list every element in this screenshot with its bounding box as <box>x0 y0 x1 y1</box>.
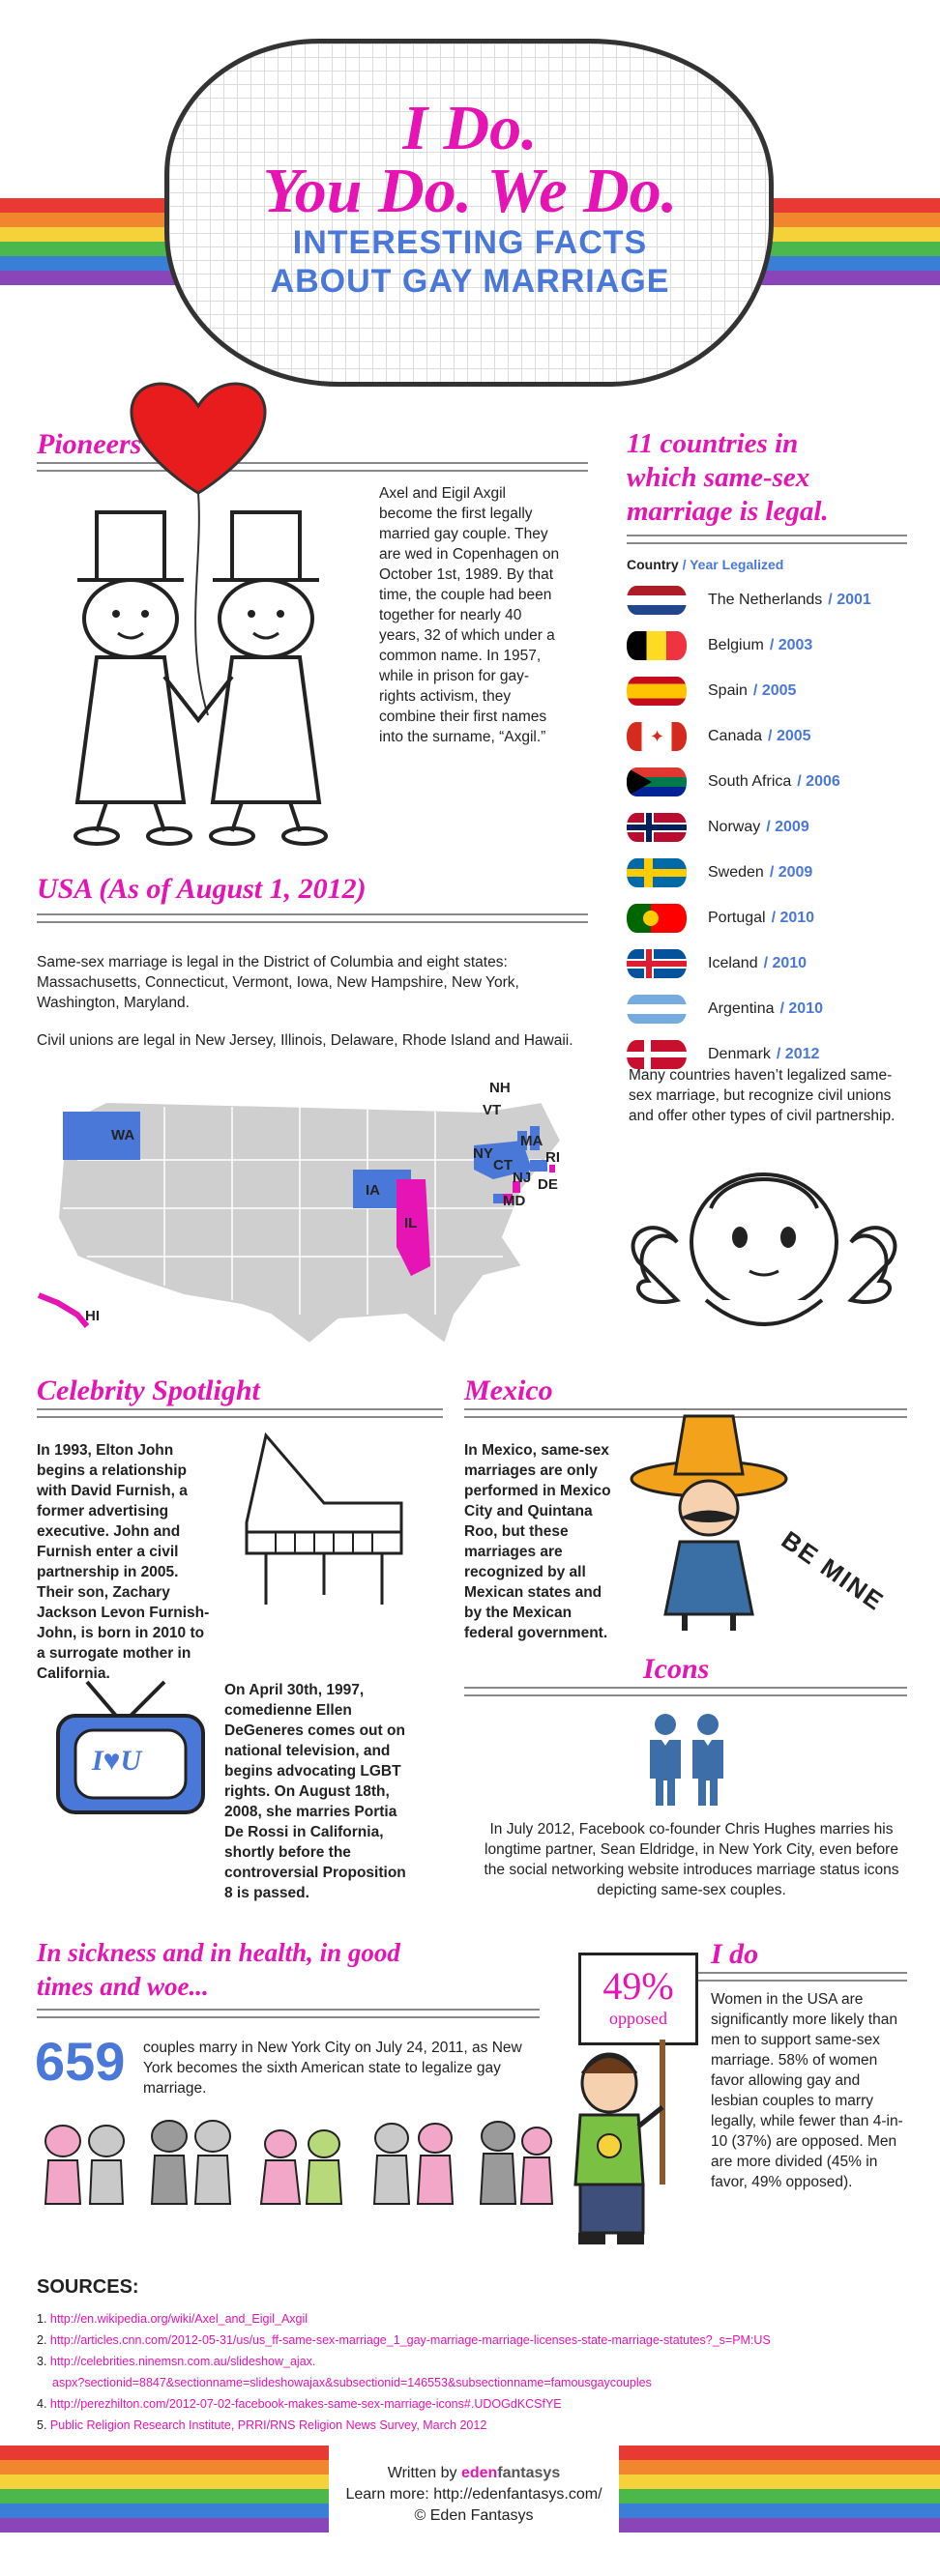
countries-title-3: marriage is legal. <box>627 496 829 527</box>
col-country: Country <box>627 557 679 572</box>
country-row-argentina <box>627 991 823 1028</box>
country-year: / 2003 <box>769 637 813 653</box>
country-name: Portugal <box>708 910 766 926</box>
source-link[interactable]: http://perezhilton.com/2012-07-02-facebook-makes-same-sex-marriage-icons#.UDOGdKCSfYE <box>49 2397 562 2411</box>
country-year: / 2006 <box>797 773 840 790</box>
ido-title: I do <box>711 1938 759 1970</box>
written-by-label: Written by <box>387 2465 457 2481</box>
usa-paragraph-1: Same-sex marriage is legal in the District of Columbia and eight states: Massachusetts, Connecticut, Vermont, Iowa, New Hampshire, New York, Washington, Maryland. <box>37 954 519 1011</box>
source-link[interactable]: http://celebrities.ninemsn.com.au/slideshow_ajax. <box>49 2355 316 2368</box>
brand-logo <box>461 2465 560 2481</box>
source-link[interactable]: http://articles.cnn.com/2012-05-31/us/us_ff-same-sex-marriage_1_gay-marriage-marriage-licenses-state-marriage-statutes?_s=PM:US <box>49 2333 771 2347</box>
usa-rule <box>37 913 588 923</box>
footer-learn-more[interactable]: Learn more: http://edenfantasys.com/ <box>345 2486 602 2503</box>
subtitle-line-2: ABOUT GAY MARRIAGE <box>270 263 670 300</box>
state-label-hi: HI <box>85 1308 100 1324</box>
state-label-ri: RI <box>545 1149 560 1166</box>
state-label-wa: WA <box>111 1127 135 1143</box>
spain-flag-icon <box>627 677 687 706</box>
state-label-ct: CT <box>493 1157 513 1173</box>
country-year: / 2010 <box>771 910 815 926</box>
countries-rule <box>627 535 907 544</box>
pioneers-title: Pioneers <box>37 428 142 460</box>
country-year: / 2005 <box>752 682 797 699</box>
mexico-title: Mexico <box>464 1375 553 1406</box>
source-link[interactable]: http://en.wikipedia.org/wiki/Axel_and_Eigil_Axgil <box>49 2312 308 2326</box>
country-row-canada <box>627 718 811 755</box>
rainbow-stripes-right-bottom <box>619 2446 940 2533</box>
grooms-illustration <box>39 348 358 851</box>
source-num: 2. <box>37 2333 47 2347</box>
state-label-vt: VT <box>483 1102 502 1118</box>
state-label-ny: NY <box>473 1145 493 1162</box>
tv-screen-text: I♥U <box>92 1745 142 1777</box>
source-num: 4. <box>37 2397 47 2411</box>
grooms-icon <box>638 1711 735 1808</box>
celebrity-text-1: In 1993, Elton John begins a relationship with David Furnish, a former advertising executive. John and Furnish enter a civil partnership in 2005. Their son, Zachary Jackson Levon Furnish-John, is born in 2010 to a surrogate mother in California. <box>37 1442 210 1682</box>
country-name: Sweden <box>708 864 764 881</box>
country-name: Spain <box>708 682 748 699</box>
icons-text: In July 2012, Facebook co-founder Chris Hughes marries his longtime partner, Sean Eldridge, in New York City, even before the social networking website introduces marriage status icons depicting same-sex couples. <box>484 1821 899 1898</box>
source-num: 5. <box>37 2418 47 2432</box>
country-name: South Africa <box>708 773 792 790</box>
source-4 <box>37 2397 562 2411</box>
argentina-flag-icon <box>627 995 687 1024</box>
mexico-text: In Mexico, same-sex marriages are only performed in Mexico City and Quintana Roo, but these marriages are recognized by all Mexican states and by the Mexican federal government. <box>464 1442 611 1641</box>
piano-illustration <box>218 1426 421 1619</box>
sign-label: opposed <box>609 2009 667 2028</box>
source-2 <box>37 2333 771 2347</box>
couples-count: 659 <box>35 2031 126 2092</box>
be-mine-sign: BE MINE <box>776 1524 891 1617</box>
country-name: Norway <box>708 819 761 835</box>
sources-title: SOURCES: <box>37 2276 139 2298</box>
country-row-iceland <box>627 945 807 982</box>
wedding-couples-illustration <box>34 2107 556 2214</box>
state-label-nj: NJ <box>513 1170 532 1186</box>
icons-rule <box>464 1687 907 1696</box>
country-row-south-africa <box>627 764 840 800</box>
sickness-title-2: times and woe... <box>37 1972 209 2001</box>
celebrity-text-2: On April 30th, 1997, comedienne Ellen DeGeneres comes out on national television, and begins advocating LGBT rights. On August 18th, 2008, she marries Portia De Rossi in California, shortly before the controversial Proposition 8 is passed. <box>224 1682 406 1901</box>
country-name: Canada <box>708 728 763 744</box>
source-num: 3. <box>37 2355 47 2368</box>
celebrity-title: Celebrity Spotlight <box>37 1375 260 1406</box>
sickness-title-1: In sickness and in health, in good <box>37 1938 400 1967</box>
country-name: Argentina <box>708 1000 775 1017</box>
south-africa-flag-icon <box>627 767 687 796</box>
title-line-1: I Do. <box>402 93 538 163</box>
sickness-text: couples marry in New York City on July 24, 2011, as New York becomes the sixth American state to legalize gay marriage. <box>143 2040 522 2097</box>
protester-illustration <box>542 2040 706 2252</box>
mexican-man-illustration <box>627 1406 791 1638</box>
country-row-portugal <box>627 900 814 937</box>
state-label-ma: MA <box>520 1133 543 1149</box>
source-3-cont <box>52 2376 652 2389</box>
country-row-spain <box>627 673 796 709</box>
country-name: Denmark <box>708 1046 771 1062</box>
ido-rule <box>696 1972 907 1982</box>
pioneers-text: Axel and Eigil Axgil become the first legally married gay couple. They are wed in Copenhagen on October 1st, 1989. By that time, the couple had been together for nearly 40 years, 32 of which under a common name. In 1957, while in prison for gay-rights activism, they combine their first names into the surname, “Axgil.” <box>379 485 560 745</box>
country-row-norway <box>627 809 809 846</box>
state-label-nh: NH <box>489 1080 511 1096</box>
state-label-il: IL <box>404 1215 418 1231</box>
subtitle-line-1: INTERESTING FACTS <box>292 224 648 261</box>
source-link[interactable]: aspx?sectionid=8847&sectionname=slideshowajax&subsectionid=146553&subsectionname=famousgaycouples <box>52 2376 652 2389</box>
country-row-sweden <box>627 854 812 891</box>
source-3 <box>37 2355 315 2368</box>
icons-title: Icons <box>643 1653 710 1685</box>
usa-paragraph-2: Civil unions are legal in New Jersey, Illinois, Delaware, Rhode Island and Hawaii. <box>37 1032 573 1049</box>
celebrity-rule <box>37 1408 443 1418</box>
ido-text: Women in the USA are significantly more likely than men to support same-sex marriage. 58% of women favor allowing gay and lesbian couples to marry legally, while fewer than 4-in-10 (37%) are opposed. Men are more divided (45% in favor, 49% opposed). <box>711 1991 903 2190</box>
state-label-ia: IA <box>366 1182 380 1199</box>
footer-written-by <box>329 2463 619 2484</box>
country-year: / 2009 <box>766 819 809 835</box>
brand-fantasys: fantasys <box>497 2465 561 2481</box>
source-1 <box>37 2312 308 2326</box>
portugal-flag-icon <box>627 904 687 933</box>
country-year: / 2001 <box>828 592 871 608</box>
state-label-md: MD <box>503 1193 526 1209</box>
country-year: / 2010 <box>779 1000 823 1017</box>
country-year: / 2010 <box>763 955 808 971</box>
sweden-flag-icon <box>627 858 687 887</box>
norway-flag-icon <box>627 813 687 842</box>
countries-header <box>627 557 783 572</box>
rainbow-stripes-left-bottom <box>0 2446 329 2533</box>
belgium-flag-icon <box>627 631 687 660</box>
country-name: The Netherlands <box>708 592 823 608</box>
countries-title-1: 11 countries in <box>627 428 799 459</box>
source-num: 1. <box>37 2312 47 2326</box>
countries-title-2: which same-sex <box>627 462 810 493</box>
cupid-illustration <box>619 1155 909 1348</box>
usa-title: USA (As of August 1, 2012) <box>37 873 367 905</box>
iceland-flag-icon <box>627 949 687 978</box>
state-label-de: DE <box>538 1176 558 1193</box>
countries-note: Many countries haven’t legalized same-sex marriage, but recognize civil unions and offer other types of civil partnership. <box>629 1067 896 1124</box>
opposed-sign <box>578 1953 698 2045</box>
sickness-rule <box>37 2009 540 2018</box>
country-row-belgium <box>627 627 812 664</box>
netherlands-flag-icon <box>627 586 687 615</box>
brand-eden: eden <box>460 2465 498 2481</box>
footer <box>329 2463 619 2527</box>
footer-copyright: © Eden Fantasys <box>414 2507 534 2524</box>
country-name: Belgium <box>708 637 764 653</box>
source-text: Public Religion Research Institute, PRRI/RNS Religion News Survey, March 2012 <box>49 2418 487 2432</box>
title-line-2: You Do. We Do. <box>262 156 678 226</box>
country-year: / 2005 <box>768 728 811 744</box>
canada-flag-icon: ✦ <box>627 722 687 751</box>
country-row-netherlands <box>627 582 871 619</box>
country-year: / 2012 <box>776 1046 820 1062</box>
sign-percentage: 49% <box>602 1964 674 2008</box>
country-name: Iceland <box>708 955 758 971</box>
col-year: / Year Legalized <box>682 557 784 572</box>
country-year: / 2009 <box>769 864 813 881</box>
source-5 <box>37 2418 486 2432</box>
